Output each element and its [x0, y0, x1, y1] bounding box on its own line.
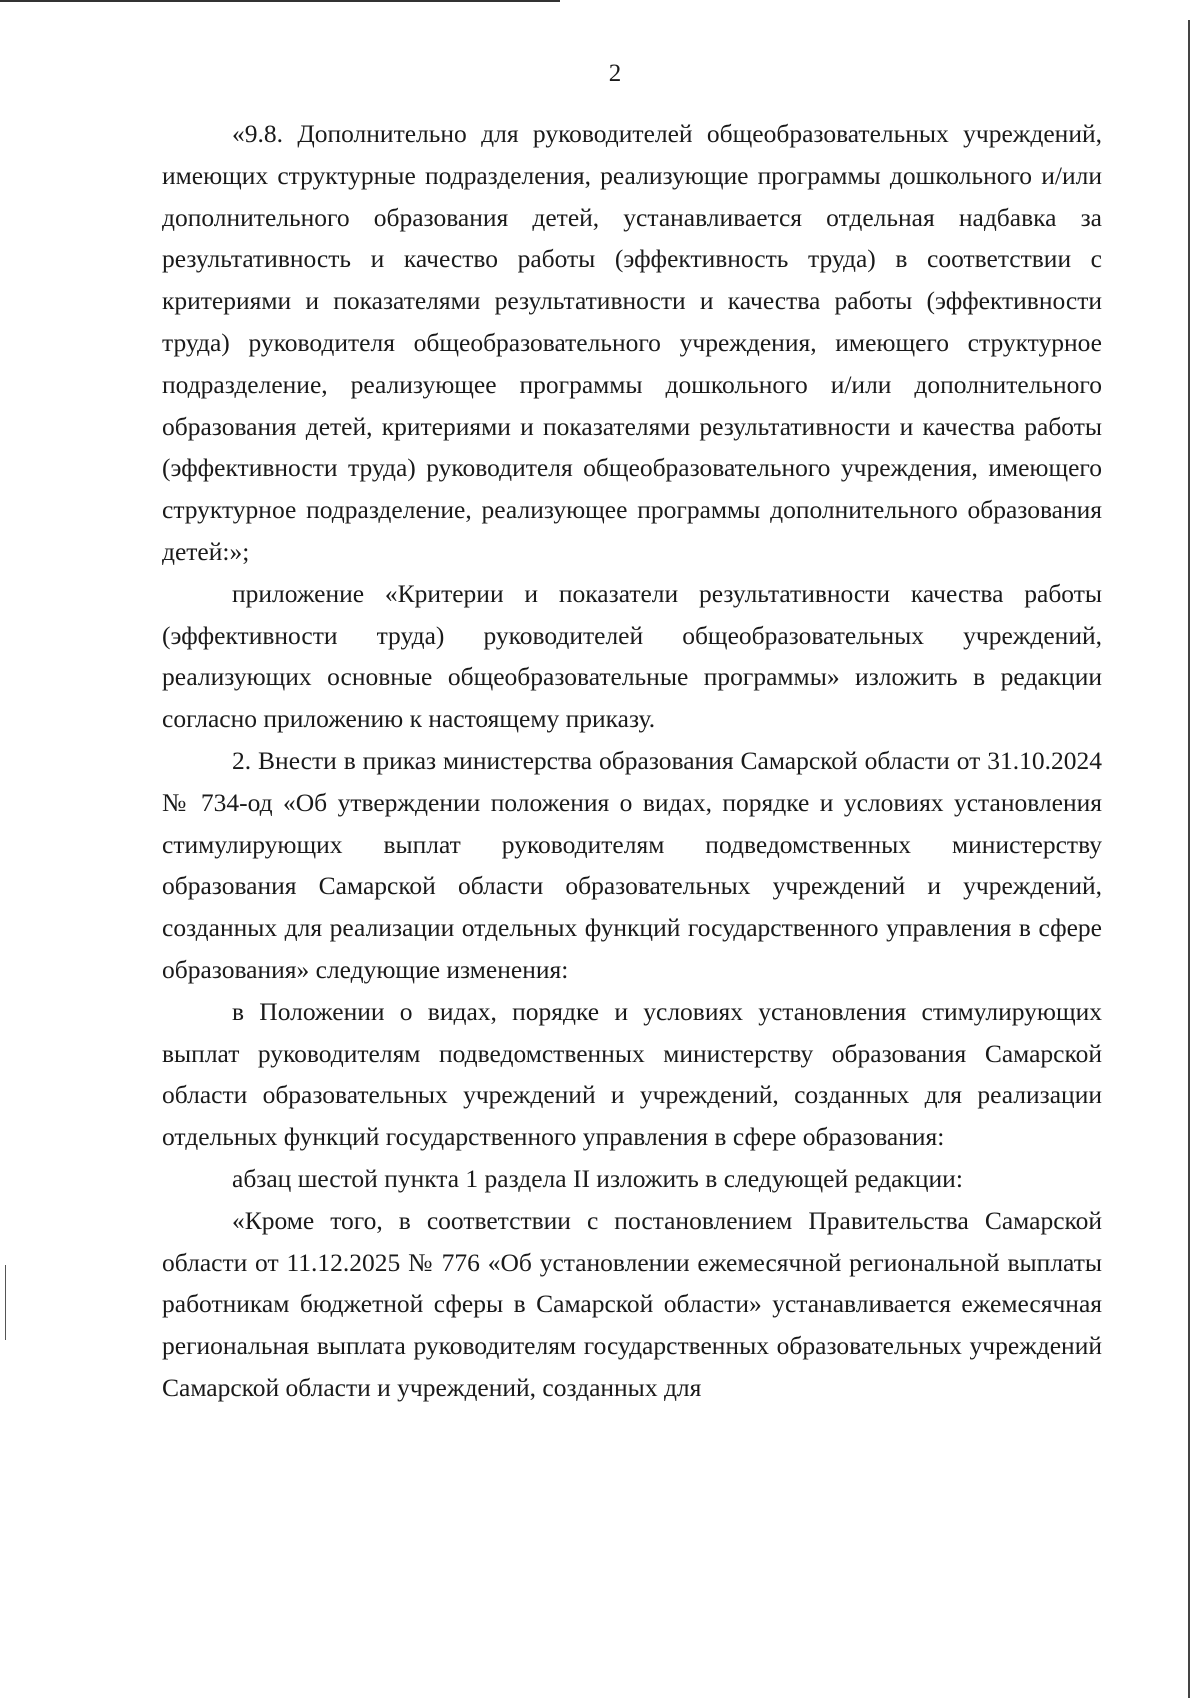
paragraph-quote: «Кроме того, в соответствии с постановлением Правительства Самарской области от 11.12.2025 № 776 «Об установлении ежемесячной региональной выплаты работникам бюджетной сферы в Самарской области» устанавливается ежемесячная региональная выплата руководителям государственных образовательных учреждений Самарской области и учреждений, созданных для	[162, 1205, 1102, 1402]
paragraph-regulation: в Положении о видах, порядке и условиях установления стимулирующих выплат руководителям подведомственных министерству образования Самарской области образовательных учреждений и учреждений, созданных для реализации отдельных функций государственного управления в сфере образования:	[162, 996, 1102, 1152]
scan-mark-left	[5, 1265, 6, 1340]
document-body	[162, 113, 1102, 1409]
paragraph-item-2: 2. Внести в приказ министерства образования Самарской области от 31.10.2024 № 734-од «Об утверждении положения о видах, порядке и условиях установления стимулирующих выплат руководителям подведомственных министерству образования Самарской области образовательных учреждений и учреждений, созданных для реализации отдельных функций государственного управления в сфере образования» следующие изменения:	[162, 745, 1102, 984]
scan-edge-right	[1188, 20, 1190, 1698]
scan-edge-top	[0, 0, 560, 2]
paragraph-9-8: «9.8. Дополнительно для руководителей общеобразовательных учреждений, имеющих структурные подразделения, реализующие программы дошкольного и/или дополнительного образования детей, устанавливается отдельная надбавка за результативность и качество работы (эффективность труда) в соответствии с критериями и показателями результативности и качества работы (эффективности труда) руководителя общеобразовательного учреждения, имеющего структурное подразделение, реализующее программы дошкольного и/или дополнительного образования детей, критериями и показателями результативности и качества работы (эффективности труда) руководителя общеобразовательного учреждения, имеющего структурное подразделение, реализующее программы дополнительного образования детей:»;	[162, 119, 1102, 566]
page-number: 2	[608, 60, 622, 87]
paragraph-appendix: приложение «Критерии и показатели результативности качества работы (эффективности труда) руководителей общеобразовательных учреждений, реализующих основные общеобразовательные программы» изложить в редакции согласно приложению к настоящему приказу.	[162, 578, 1102, 734]
paragraph-section-ii: абзац шестой пункта 1 раздела II изложить в следующей редакции:	[232, 1163, 963, 1193]
